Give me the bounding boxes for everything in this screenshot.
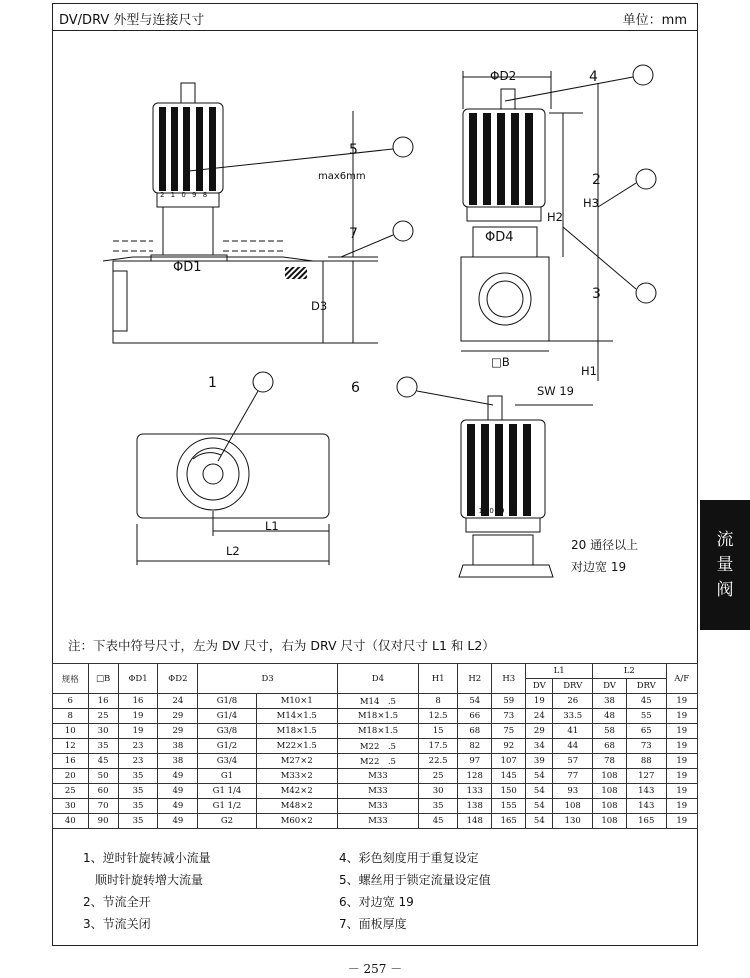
legend-item-4: 4、彩色刻度用于重复设定 [339,851,479,865]
table-cell: 165 [492,814,526,829]
table-cell: M18×1.5 [337,709,418,724]
table-cell: 15 [418,724,457,739]
table-cell: 78 [593,754,627,769]
dim-l1: L1 [265,519,279,533]
table-cell: 77 [553,769,593,784]
table-cell: M18×1.5 [256,724,337,739]
table-cell: 29 [158,724,198,739]
col-subheader: DRV [553,679,593,694]
table-cell: 35 [118,799,158,814]
table-cell: 130 [553,814,593,829]
table-cell: 108 [593,769,627,784]
dim-d1: ΦD1 [173,260,202,275]
table-cell: 90 [88,814,118,829]
col-header: H3 [492,664,526,694]
table-cell: 17.5 [418,739,457,754]
table-row [53,709,698,724]
page-number: － 257 － [347,962,403,976]
table-cell: 49 [158,799,198,814]
table-cell: 19 [666,754,697,769]
callout-4: 4 [589,69,598,85]
table-cell: 19 [526,694,553,709]
table-cell: 73 [492,709,526,724]
table-cell: 45 [88,754,118,769]
col-subheader: DV [593,679,627,694]
table-cell: M60×2 [256,814,337,829]
legend-item-6: 6、对边宽 19 [339,895,414,909]
table-cell: 92 [492,739,526,754]
table-cell: 49 [158,769,198,784]
table-row [53,799,698,814]
table-cell: 22.5 [418,754,457,769]
legend-item-1a: 1、逆时针旋转减小流量 [83,851,211,865]
spec-table [52,663,698,829]
callout-6: 6 [351,380,360,396]
table-cell: 33.5 [553,709,593,724]
side-body [461,257,549,341]
legend-item-7: 7、面板厚度 [339,917,407,931]
table-cell: 143 [626,784,666,799]
callout-1: 1 [208,375,217,391]
table-cell: M33 [337,769,418,784]
table-cell: 26 [553,694,593,709]
table-cell: 60 [88,784,118,799]
table-cell: 128 [458,769,492,784]
table-cell: 108 [593,814,627,829]
table-cell: 54 [526,784,553,799]
dim-d3: D3 [311,299,328,313]
table-cell: 68 [458,724,492,739]
table-cell: M42×2 [256,784,337,799]
section-side-tab [700,500,750,630]
table-cell: 29 [158,709,198,724]
col-header: D4 [337,664,418,694]
table-cell: 44 [553,739,593,754]
table-cell: M18×1.5 [337,724,418,739]
table-cell: G1/4 [198,709,256,724]
table-header-row [53,664,698,679]
table-cell: 30 [418,784,457,799]
table-cell: 50 [88,769,118,784]
table-cell: 45 [626,694,666,709]
table-cell: 23 [118,739,158,754]
col-header: H1 [418,664,457,694]
page-title: DV/DRV 外型与连接尺寸 [59,13,205,28]
table-cell: M27×2 [256,754,337,769]
table-cell: 54 [526,814,553,829]
table-cell: 133 [458,784,492,799]
table-cell: M14×1.5 [256,709,337,724]
table-cell: 19 [666,799,697,814]
table-cell: 108 [593,784,627,799]
table-cell: 41 [553,724,593,739]
dim-d4: ΦD4 [485,230,514,245]
table-cell: 25 [88,709,118,724]
dim-max6: max6mm [318,171,366,182]
table-cell: 143 [626,799,666,814]
legend-item-5: 5、螺丝用于锁定流量设定值 [339,873,491,887]
table-cell: 148 [458,814,492,829]
col-header: A/F [666,664,697,694]
table-cell: 16 [118,694,158,709]
table-cell: 12.5 [418,709,457,724]
table-cell: 82 [458,739,492,754]
legend-item-2: 2、节流全开 [83,895,151,909]
table-cell: 12 [53,739,89,754]
table-cell: 38 [158,754,198,769]
table-cell: M10×1 [256,694,337,709]
table-cell: 8 [418,694,457,709]
front-screw [181,83,195,105]
table-cell: 30 [53,799,89,814]
table-cell: M22×1.5 [256,739,337,754]
dim-d2: ΦD2 [490,69,517,83]
table-cell: 24 [526,709,553,724]
table-cell: 70 [88,799,118,814]
table-cell: 35 [118,814,158,829]
side-tab-char: 量 [716,554,734,575]
table-cell: 150 [492,784,526,799]
callout-2: 2 [592,172,601,188]
dim-b: □B [491,355,510,369]
table-cell: 93 [553,784,593,799]
dim-h1: H1 [581,364,597,378]
table-cell: 39 [526,754,553,769]
table-cell: 19 [666,709,697,724]
table-cell: G1 1/2 [198,799,256,814]
table-cell: 24 [158,694,198,709]
col-header: □B [88,664,118,694]
table-cell: G1/2 [198,739,256,754]
col-subheader: DRV [626,679,666,694]
col-header: 规格 [53,664,89,694]
table-cell: 8 [53,709,89,724]
table-cell: G1 [198,769,256,784]
table-cell: 97 [458,754,492,769]
table-cell: 19 [666,694,697,709]
table-cell: 165 [626,814,666,829]
table-cell: 38 [593,694,627,709]
table-cell: 107 [492,754,526,769]
table-cell: 108 [553,799,593,814]
table-cell: 19 [666,724,697,739]
table-row [53,739,698,754]
page-frame [52,3,698,946]
table-cell: 59 [492,694,526,709]
col-header: D3 [198,664,338,694]
note-20-line1: 20 通径以上 [571,538,639,552]
table-cell: 58 [593,724,627,739]
table-cell: 145 [492,769,526,784]
col-header: L2 [593,664,667,679]
dim-h2: H2 [547,210,563,224]
table-cell: 68 [593,739,627,754]
table-cell: 54 [526,799,553,814]
dial-scale-bottom: 2 1 0 9 8 [468,507,518,515]
dim-h3: H3 [583,196,599,210]
table-cell: 48 [593,709,627,724]
table-cell: 73 [626,739,666,754]
dim-l2: L2 [226,544,240,558]
plan-dial [177,438,249,510]
table-cell: 55 [626,709,666,724]
side-tab-char: 流 [716,529,734,550]
table-row [53,694,698,709]
table-cell: 45 [418,814,457,829]
table-cell: 49 [158,784,198,799]
table-cell: 19 [666,784,697,799]
note-20-line2: 对边宽 19 [571,560,627,574]
table-row [53,814,698,829]
table-cell: 40 [53,814,89,829]
table-cell: M22 .5 [337,754,418,769]
table-cell: 19 [666,814,697,829]
legend-item-1b: 顺时针旋转增大流量 [95,873,204,887]
callout-7: 7 [349,226,358,242]
table-cell: 127 [626,769,666,784]
table-cell: 30 [88,724,118,739]
table-cell: 54 [526,769,553,784]
table-cell: M22 .5 [337,739,418,754]
table-cell: M33 [337,799,418,814]
table-cell: M48×2 [256,799,337,814]
table-cell: 19 [666,769,697,784]
table-cell: 35 [88,739,118,754]
table-cell: 138 [458,799,492,814]
table-cell: 57 [553,754,593,769]
dial-scale-front: 2 1 0 9 8 [160,191,210,199]
unit-label: 单位：mm [622,13,687,28]
table-cell: 49 [158,814,198,829]
table-cell: 88 [626,754,666,769]
table-cell: 65 [626,724,666,739]
table-cell: 35 [118,784,158,799]
table-cell: 25 [418,769,457,784]
table-cell: 16 [88,694,118,709]
table-row [53,724,698,739]
table-cell: G1/8 [198,694,256,709]
table-note: 注：下表中符号尺寸，左为 DV 尺寸，右为 DRV 尺寸（仅对尺寸 L1 和 L2） [68,638,495,653]
table-cell: 34 [526,739,553,754]
col-subheader: DV [526,679,553,694]
table-row [53,769,698,784]
table-cell: 108 [593,799,627,814]
col-header: ΦD1 [118,664,158,694]
table-cell: M33 [337,814,418,829]
legend-item-3: 3、节流关闭 [83,917,151,931]
table-cell: 23 [118,754,158,769]
dim-sw: SW 19 [537,384,574,398]
header [53,4,697,31]
col-header: ΦD2 [158,664,198,694]
table-cell: 35 [118,769,158,784]
callout-3: 3 [592,286,601,302]
table-cell: 6 [53,694,89,709]
table-cell: 29 [526,724,553,739]
callout-5: 5 [349,142,358,158]
table-cell: 54 [458,694,492,709]
table-cell: M14 .5 [337,694,418,709]
table-cell: 155 [492,799,526,814]
table-cell: 10 [53,724,89,739]
col-header: L1 [526,664,593,679]
table-cell: 16 [53,754,89,769]
table-cell: 20 [53,769,89,784]
table-cell: M33 [337,784,418,799]
table-row [53,754,698,769]
side-tab-char: 阀 [716,579,734,600]
table-cell: G3/8 [198,724,256,739]
table-cell: 19 [118,709,158,724]
table-cell: 25 [53,784,89,799]
table-cell: 35 [418,799,457,814]
table-cell: 19 [666,739,697,754]
table-cell: 19 [118,724,158,739]
col-header: H2 [458,664,492,694]
table-cell: 66 [458,709,492,724]
table-cell: 38 [158,739,198,754]
table-cell: M33×2 [256,769,337,784]
table-cell: G1 1/4 [198,784,256,799]
table-cell: G2 [198,814,256,829]
table-row [53,784,698,799]
table-cell: G3/4 [198,754,256,769]
table-cell: 75 [492,724,526,739]
